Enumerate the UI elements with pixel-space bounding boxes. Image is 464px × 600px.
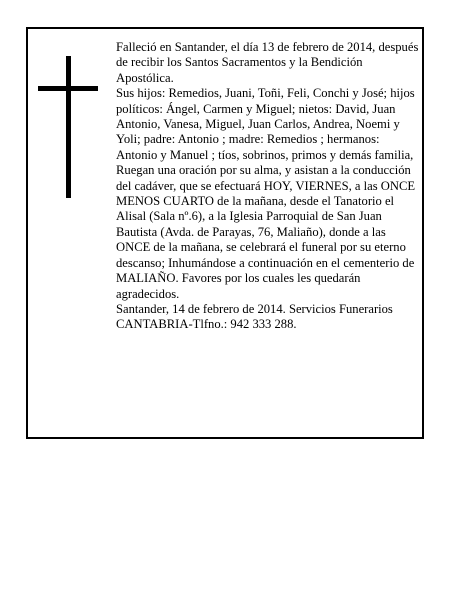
family-members: Sus hijos: Remedios, Juani, Toñi, Feli, Conchi y José; hijos políticos: Ángel, Carmen y Miguel; nietos: David, Juan Antonio, Vanesa, Miguel, Juan Carlos, Andrea, Noemi y Yoli; padre: Antonio ; madre: Remedios ; hermanos: Antonio y Manuel ; tíos, sobrinos, primos y demás familia, [116,86,415,162]
death-announcement: Falleció en Santander, el día 13 de febrero de 2014, después de recibir los Santos Sacramentos y la Bendición Apostólica. [116,40,419,85]
funeral-details: Ruegan una oración por su alma, y asistan a la conducción del cadáver, que se efectuará HOY, VIERNES, a las ONCE MENOS CUARTO de la mañana, desde el Tanatorio el Alisal (Sala nº.6), a la Iglesia Parroquial de San Juan Bautista (Avda. de Parayas, 76, Maliaño), donde a las ONCE de la mañana, se celebrará el funeral por su eterno descanso; Inhumándose a continuación en el cementerio de MALIAÑO. Favores por los cuales les quedarán agradecidos. [116,163,416,301]
notice-text [116,40,422,333]
signature-line: Santander, 14 de febrero de 2014. Servicios Funerarios CANTABRIA-Tlfno.: 942 333 288. [116,301,393,332]
cross-icon [38,56,98,198]
obituary-notice [26,27,424,439]
cross-horizontal-bar [38,86,98,91]
cross-vertical-bar [66,56,71,198]
